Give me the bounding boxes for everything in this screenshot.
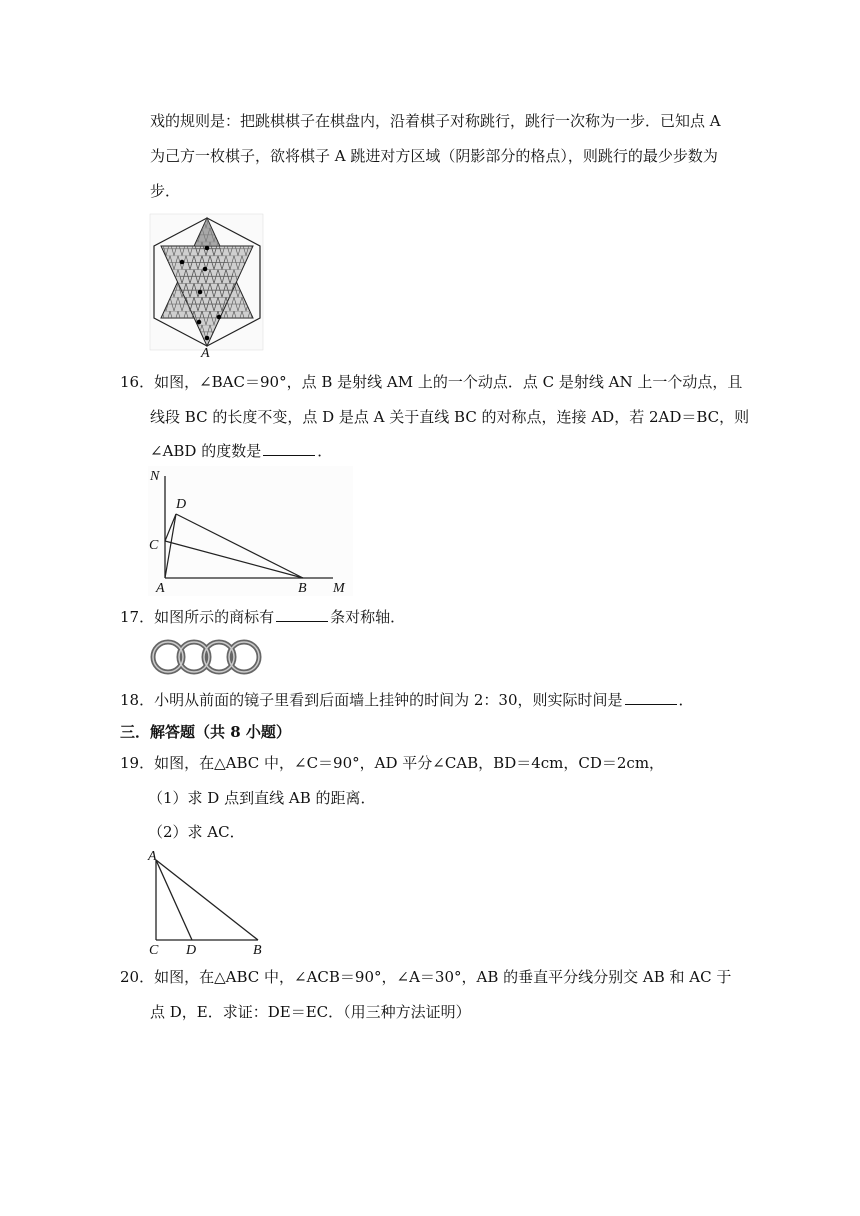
q20-text1: 如图，在△ABC 中，∠ACB＝90°，∠A＝30°，AB 的垂直平分线分别交 AB 和 AC 于 xyxy=(154,968,732,986)
q19-sub1: （1）求 D 点到直线 AB 的距离． xyxy=(148,789,376,807)
label-d: D xyxy=(186,943,197,958)
right-angle-reflection-figure xyxy=(148,466,353,596)
q16-text3b: ． xyxy=(317,442,333,460)
answer-blank[interactable] xyxy=(276,607,328,622)
answer-blank[interactable] xyxy=(263,441,315,456)
label-a: A xyxy=(156,581,165,596)
q18-text-b: ． xyxy=(678,691,694,709)
q16-text3a: ∠ABD 的度数是 xyxy=(150,442,262,460)
label-b: B xyxy=(253,943,262,958)
q16-text1: 如图，∠BAC＝90°，点 B 是射线 AM 上的一个动点．点 C 是射线 AN 上一个动点，且 xyxy=(154,373,743,391)
right-triangle-figure xyxy=(146,846,271,958)
q18-line xyxy=(120,689,694,711)
q15-line1: 戏的规则是：把跳棋棋子在棋盘内，沿着棋子对称跳行，跳行一次称为一步．已知点 A xyxy=(150,112,721,130)
checkers-board-figure xyxy=(150,214,265,359)
answer-blank[interactable] xyxy=(625,690,677,705)
q20-line1 xyxy=(120,966,731,988)
q20-line2: 点 D，E．求证：DE＝EC．（用三种方法证明） xyxy=(150,1003,471,1021)
q16-line2: 线段 BC 的长度不变，点 D 是点 A 关于直线 BC 的对称点，连接 AD，若 2AD＝BC，则 xyxy=(150,408,750,426)
q19-line1 xyxy=(120,752,664,774)
q19-text1: 如图，在△ABC 中，∠C＝90°，AD 平分∠CAB，BD＝4cm，CD＝2cm， xyxy=(154,754,665,772)
q17-number: 17． xyxy=(120,608,155,626)
q18-number: 18． xyxy=(120,691,155,709)
label-b: B xyxy=(298,581,307,596)
q16-number: 16． xyxy=(120,373,155,391)
q15-line2: 为己方一枚棋子，欲将棋子 A 跳进对方区域（阴影部分的格点），则跳行的最少步数为 xyxy=(150,147,718,165)
q16-line1 xyxy=(120,371,742,393)
q18-text-a: 小明从前面的镜子里看到后面墙上挂钟的时间为 2：30，则实际时间是 xyxy=(154,691,623,709)
section-title: 三．解答题（共 8 小题） xyxy=(120,723,291,741)
q15-fig-label-a: A xyxy=(201,346,210,361)
label-c: C xyxy=(149,538,159,553)
label-n: N xyxy=(150,469,160,484)
four-rings-logo xyxy=(150,636,262,678)
q20-number: 20． xyxy=(120,968,155,986)
q19-sub2: （2）求 AC． xyxy=(148,823,245,841)
label-m: M xyxy=(333,581,345,596)
q16-line3 xyxy=(150,440,332,462)
q19-number: 19． xyxy=(120,754,155,772)
q17-text-b: 条对称轴． xyxy=(330,608,406,626)
q15-line3: 步． xyxy=(150,182,181,200)
label-c: C xyxy=(149,943,159,958)
label-d: D xyxy=(176,497,187,512)
q17-text-a: 如图所示的商标有 xyxy=(154,608,275,626)
label-a: A xyxy=(148,849,157,864)
q17-line xyxy=(120,606,405,628)
